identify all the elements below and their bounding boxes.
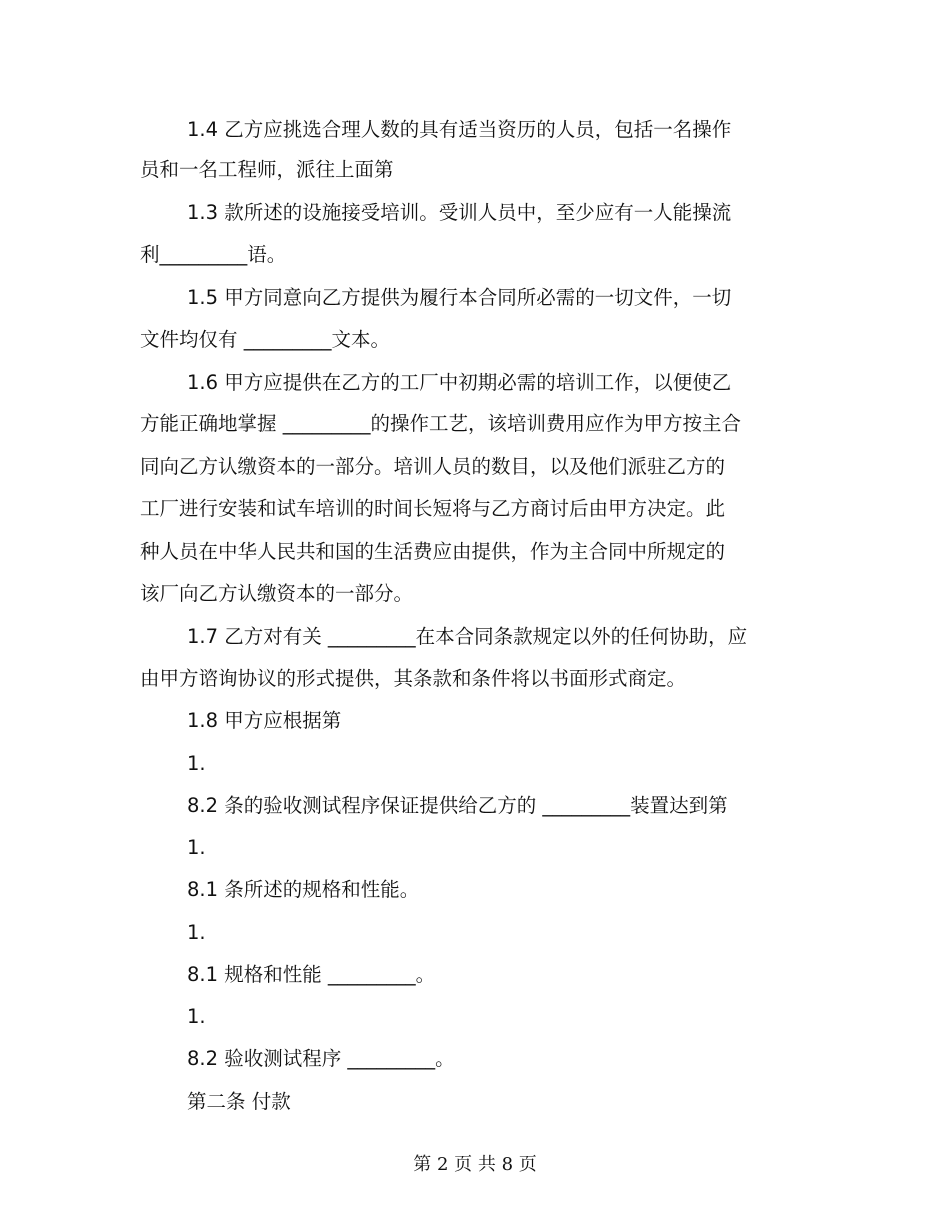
text-line: 1.3 款所述的设施接受培训。受训人员中，至少应有一人能操流 xyxy=(187,201,732,224)
text-line: 1. xyxy=(187,836,206,859)
text-line: 1.7 乙方对有关 _________在本合同条款规定以外的任何协助，应 xyxy=(187,625,748,648)
text-line: 种人员在中华人民共和国的生活费应由提供，作为主合同中所规定的 xyxy=(140,540,726,563)
page-number: 第 2 页 共 8 页 xyxy=(413,1154,537,1175)
text-line: 8.2 条的验收测试程序保证提供给乙方的 _________装置达到第 xyxy=(187,794,728,817)
text-line: 8.2 验收测试程序 _________。 xyxy=(187,1047,455,1070)
text-line: 员和一名工程师，派往上面第 xyxy=(140,158,394,181)
text-line: 1. xyxy=(187,921,206,944)
text-line: 方能正确地掌握 _________的操作工艺，该培训费用应作为甲方按主合 xyxy=(140,412,741,435)
text-line: 同向乙方认缴资本的一部分。培训人员的数目，以及他们派驻乙方的 xyxy=(140,455,726,478)
text-line: 1.8 甲方应根据第 xyxy=(187,709,342,732)
text-line: 1. xyxy=(187,1005,206,1028)
text-line: 文件均仅有 _________文本。 xyxy=(140,328,390,351)
text-line: 利_________语。 xyxy=(140,243,287,266)
text-line: 由甲方谘询协议的形式提供，其条款和条件将以书面形式商定。 xyxy=(140,667,687,690)
text-line: 8.1 规格和性能 _________。 xyxy=(187,963,436,986)
text-line: 该厂向乙方认缴资本的一部分。 xyxy=(140,582,414,605)
text-line: 8.1 条所述的规格和性能。 xyxy=(187,878,420,901)
text-line: 工厂进行安装和试车培训的时间长短将与乙方商讨后由甲方决定。此 xyxy=(140,497,726,520)
text-line: 1. xyxy=(187,752,206,775)
text-line: 1.4 乙方应挑选合理人数的具有适当资历的人员，包括一名操作 xyxy=(187,118,732,141)
text-line: 1.5 甲方同意向乙方提供为履行本合同所必需的一切文件，一切 xyxy=(187,286,732,309)
text-line: 1.6 甲方应提供在乙方的工厂中初期必需的培训工作，以便使乙 xyxy=(187,371,732,394)
section-heading: 第二条 付款 xyxy=(187,1090,291,1113)
